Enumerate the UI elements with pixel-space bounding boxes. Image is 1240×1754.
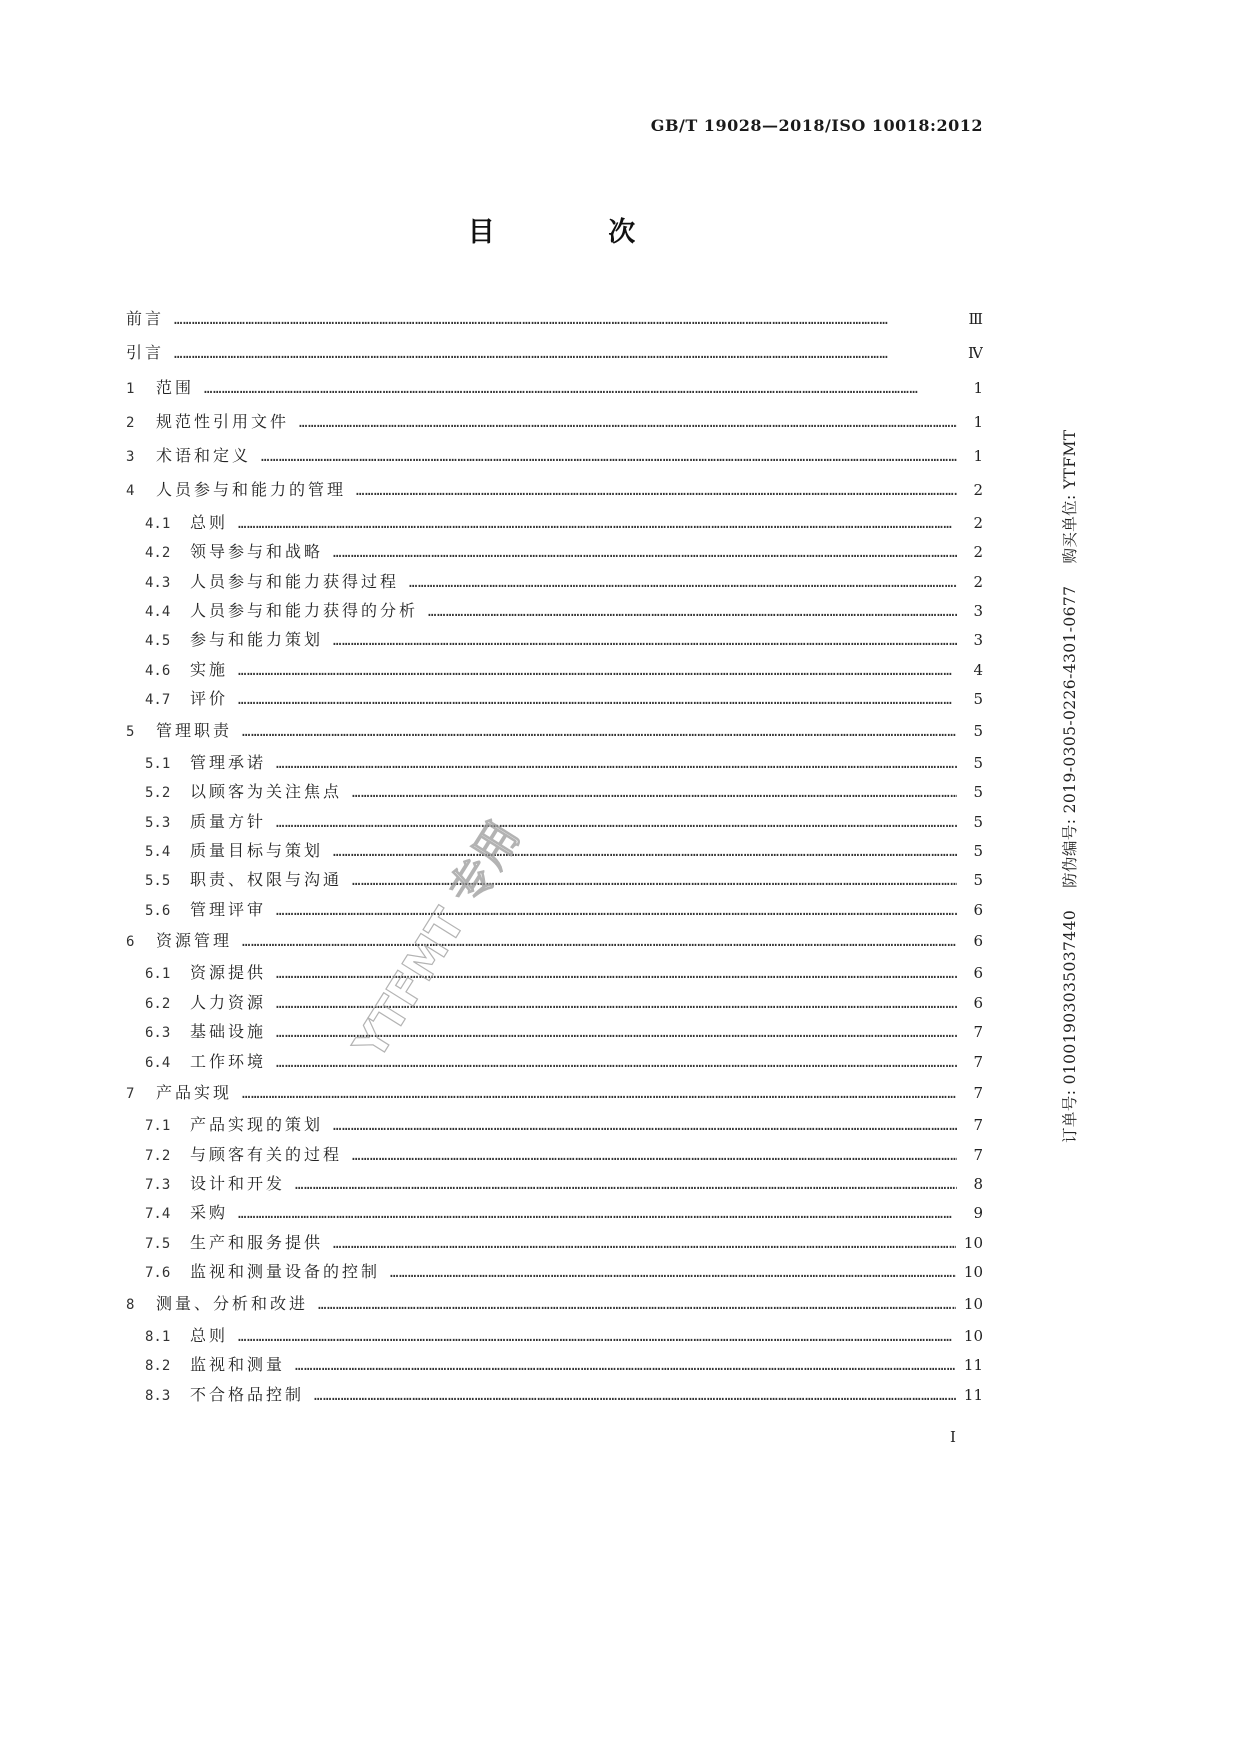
toc-entry-number: 4.5 — [145, 633, 171, 650]
toc-entry-title: 质量方针 — [190, 811, 267, 831]
toc-entry-number: 8.1 — [145, 1328, 171, 1345]
toc-entry-number: 4.4 — [145, 603, 171, 620]
toc-entry-page: 5 — [973, 721, 983, 740]
toc-entry-title: 领导参与和战略 — [190, 542, 324, 562]
toc-entry[interactable] — [126, 473, 983, 507]
toc-entry-page: 7 — [973, 1116, 983, 1135]
toc-entry-number: 1 — [126, 380, 135, 397]
toc-entry[interactable] — [126, 865, 983, 894]
dot-leader — [242, 715, 957, 748]
toc-entry-page: 2 — [973, 513, 983, 532]
dot-leader — [174, 337, 957, 370]
toc-entry-page: 8 — [973, 1175, 983, 1194]
toc-entry-number: 4.7 — [145, 692, 171, 709]
buyer-unit: 购买单位: YTFMT — [1061, 429, 1079, 564]
toc-entry[interactable] — [126, 1380, 983, 1409]
toc-entry-page: 5 — [973, 690, 983, 709]
toc-entry-page: 3 — [973, 631, 983, 650]
toc-entry[interactable] — [126, 1350, 983, 1379]
dot-leader — [261, 440, 957, 473]
anti-counterfeit-number: 防伪编号: 2019-0305-0226-4301-0677 — [1061, 585, 1079, 888]
toc-entry-page: 2 — [973, 543, 983, 562]
dot-leader — [295, 1352, 956, 1379]
dot-leader — [174, 303, 957, 336]
toc-entry-page: 6 — [973, 964, 983, 983]
toc-entry-page: 11 — [963, 1356, 983, 1375]
toc-entry-title: 实施 — [190, 659, 229, 679]
toc-entry-page: 3 — [973, 601, 983, 620]
toc-entry-number: 7.1 — [145, 1118, 171, 1135]
toc-entry-number: 5 — [126, 723, 135, 740]
dot-leader — [390, 1259, 956, 1286]
toc-entry-title: 职责、权限与沟通 — [190, 870, 343, 890]
toc-entry[interactable] — [126, 684, 983, 713]
toc-entry-number: 2 — [126, 414, 135, 431]
toc-entry[interactable] — [126, 1169, 983, 1198]
toc-entry-title: 人力资源 — [190, 992, 267, 1012]
dot-leader — [295, 1171, 957, 1198]
toc-entry-number: 4.3 — [145, 574, 171, 591]
toc-entry-number: 6.4 — [145, 1054, 171, 1071]
toc-entry[interactable] — [126, 1140, 983, 1169]
dot-leader — [276, 990, 957, 1017]
dot-leader — [242, 925, 957, 958]
toc-entry-page: 1 — [973, 447, 983, 466]
toc-entry[interactable] — [126, 1198, 983, 1227]
dot-leader — [242, 1077, 957, 1110]
toc-entry-page: 4 — [973, 660, 983, 679]
toc-entry-title: 前言 — [126, 309, 165, 328]
toc-entry-title: 管理承诺 — [190, 752, 267, 772]
toc-entry-title: 资源管理 — [156, 931, 233, 951]
toc-entry-number: 7.6 — [145, 1265, 171, 1282]
toc-entry-title: 规范性引用文件 — [156, 411, 290, 431]
watermark: YTFMT 专用 — [344, 812, 531, 1068]
toc-entry-page: 10 — [963, 1233, 983, 1252]
toc-entry[interactable] — [126, 1287, 983, 1321]
toc-entry-page: 5 — [973, 871, 983, 890]
toc-entry-number: 8 — [126, 1296, 135, 1313]
toc-entry-page: 11 — [963, 1385, 983, 1404]
toc-entry-number: 6.2 — [145, 995, 171, 1012]
toc-entry-number: 7.2 — [145, 1147, 171, 1164]
toc-entry-number: 4.1 — [145, 515, 171, 532]
toc-entry-number: 5.2 — [145, 785, 171, 802]
toc-entry-title: 评价 — [190, 689, 229, 709]
toc-entry-number: 3 — [126, 449, 135, 466]
toc-entry[interactable] — [126, 777, 983, 806]
toc-entry-title: 产品实现的策划 — [190, 1115, 324, 1135]
toc-entry-page: 5 — [973, 783, 983, 802]
toc-entry-page: 7 — [973, 1052, 983, 1071]
dot-leader — [276, 809, 957, 836]
dot-leader — [318, 1288, 956, 1321]
standard-code: GB/T 19028—2018/ISO 10018:2012 — [650, 116, 983, 135]
page-title: 目 次 — [467, 217, 688, 248]
toc-entry-title: 总则 — [190, 512, 229, 532]
toc-entry-number: 5.1 — [145, 755, 171, 772]
toc-entry-title: 管理评审 — [190, 899, 267, 919]
toc-entry-title: 参与和能力策划 — [190, 630, 324, 650]
dot-leader — [238, 657, 957, 684]
toc-entry-title: 质量目标与策划 — [190, 840, 324, 860]
dot-leader — [204, 372, 957, 405]
dot-leader — [333, 838, 957, 865]
toc-entry[interactable] — [126, 302, 983, 336]
toc-entry-number: 4.2 — [145, 545, 171, 562]
toc-entry[interactable] — [126, 439, 983, 473]
toc-entry-page: 5 — [973, 812, 983, 831]
toc-entry-page: 7 — [973, 1023, 983, 1042]
toc-entry[interactable] — [126, 1076, 983, 1110]
toc-entry[interactable] — [126, 958, 983, 987]
order-number: 订单号: 0100190303503744​0 — [1061, 909, 1079, 1143]
dot-leader — [352, 779, 957, 806]
toc-entry-page: 10 — [963, 1263, 983, 1282]
order-info-vertical-note — [1058, 429, 1080, 1143]
toc-entry-number: 8.3 — [145, 1387, 171, 1404]
toc-entry-page: 7 — [973, 1084, 983, 1103]
toc-entry[interactable] — [126, 895, 983, 924]
toc-entry-page: 1 — [973, 378, 983, 397]
toc-entry-title: 以顾客为关注焦点 — [190, 782, 343, 802]
toc-entry[interactable] — [126, 371, 983, 405]
toc-entry-title: 监视和测量设备的控制 — [190, 1262, 381, 1282]
dot-leader — [276, 960, 957, 987]
toc-entry-title: 采购 — [190, 1203, 229, 1223]
dot-leader — [314, 1382, 956, 1409]
dot-leader — [333, 1230, 956, 1257]
toc-entry[interactable] — [126, 1228, 983, 1257]
dot-leader — [299, 406, 957, 439]
toc-entry[interactable] — [126, 988, 983, 1017]
toc-entry[interactable] — [126, 508, 983, 537]
toc-entry[interactable] — [126, 567, 983, 596]
table-of-contents — [126, 302, 983, 1409]
dot-leader — [238, 1323, 956, 1350]
dot-leader — [238, 510, 957, 537]
toc-entry-title: 总则 — [190, 1325, 229, 1345]
toc-entry-number: 6.3 — [145, 1025, 171, 1042]
toc-entry-page: 5 — [973, 753, 983, 772]
toc-entry-number: 5.5 — [145, 873, 171, 890]
toc-entry-title: 管理职责 — [156, 720, 233, 740]
toc-entry-title: 人员参与和能力获得过程 — [190, 571, 400, 591]
toc-entry[interactable] — [126, 748, 983, 777]
toc-entry-page: 10 — [963, 1294, 983, 1313]
dot-leader — [333, 627, 957, 654]
toc-entry-page: 10 — [963, 1326, 983, 1345]
toc-entry-title: 产品实现 — [156, 1083, 233, 1103]
toc-entry-number: 5.6 — [145, 902, 171, 919]
toc-entry-number: 7.4 — [145, 1206, 171, 1223]
dot-leader — [238, 1200, 957, 1227]
toc-entry-title: 工作环境 — [190, 1051, 267, 1071]
toc-entry-number: 7.5 — [145, 1235, 171, 1252]
toc-entry[interactable] — [126, 1321, 983, 1350]
toc-entry-title: 不合格品控制 — [190, 1384, 305, 1404]
dot-leader — [333, 539, 957, 566]
toc-entry-title: 监视和测量 — [190, 1355, 286, 1375]
dot-leader — [276, 750, 957, 777]
toc-entry-title: 人员参与和能力获得的分析 — [190, 600, 419, 620]
dot-leader — [276, 897, 957, 924]
toc-entry-number: 6 — [126, 934, 135, 951]
toc-entry-page: Ⅳ — [968, 344, 983, 363]
toc-entry-page: Ⅲ — [968, 310, 983, 328]
toc-entry-number: 6.1 — [145, 966, 171, 983]
toc-entry-number: 7.3 — [145, 1177, 171, 1194]
toc-entry-number: 5.3 — [145, 814, 171, 831]
toc-entry[interactable] — [126, 1257, 983, 1286]
toc-entry[interactable] — [126, 1017, 983, 1046]
toc-entry-page: 7 — [973, 1145, 983, 1164]
toc-entry-title: 测量、分析和改进 — [156, 1293, 309, 1313]
toc-entry[interactable] — [126, 1110, 983, 1139]
toc-entry-page: 9 — [973, 1204, 983, 1223]
dot-leader — [356, 474, 957, 507]
toc-entry-number: 5.4 — [145, 843, 171, 860]
toc-entry-number: 8.2 — [145, 1358, 171, 1375]
toc-entry-page: 2 — [973, 481, 983, 500]
toc-entry[interactable] — [126, 336, 983, 370]
toc-entry[interactable] — [126, 537, 983, 566]
toc-entry-title: 生产和服务提供 — [190, 1232, 324, 1252]
dot-leader — [333, 1112, 957, 1139]
toc-entry-page: 1 — [973, 412, 983, 431]
dot-leader — [276, 1019, 957, 1046]
toc-entry-title: 资源提供 — [190, 963, 267, 983]
toc-entry-title: 基础设施 — [190, 1022, 267, 1042]
toc-entry-page: 6 — [973, 900, 983, 919]
toc-entry-page: 6 — [973, 932, 983, 951]
toc-entry[interactable] — [126, 924, 983, 958]
toc-entry-title: 范围 — [156, 377, 195, 397]
toc-entry-title: 引言 — [126, 343, 165, 363]
toc-entry[interactable] — [126, 714, 983, 748]
dot-leader — [352, 867, 957, 894]
toc-entry[interactable] — [126, 655, 983, 684]
toc-entry[interactable] — [126, 596, 983, 625]
toc-entry-number: 4.6 — [145, 662, 171, 679]
toc-entry[interactable] — [126, 807, 983, 836]
toc-entry-title: 人员参与和能力的管理 — [156, 480, 347, 500]
dot-leader — [428, 598, 957, 625]
toc-entry-title: 设计和开发 — [190, 1174, 286, 1194]
toc-entry[interactable] — [126, 405, 983, 439]
toc-entry[interactable] — [126, 625, 983, 654]
dot-leader — [352, 1142, 957, 1169]
toc-entry-page: 5 — [973, 841, 983, 860]
toc-entry-number: 7 — [126, 1086, 135, 1103]
toc-entry-title: 术语和定义 — [156, 446, 252, 466]
toc-entry[interactable] — [126, 1047, 983, 1076]
dot-leader — [238, 686, 957, 713]
toc-entry-page: 2 — [973, 572, 983, 591]
toc-entry[interactable] — [126, 836, 983, 865]
toc-entry-title: 与顾客有关的过程 — [190, 1144, 343, 1164]
dot-leader — [276, 1049, 957, 1076]
toc-entry-number: 4 — [126, 483, 135, 500]
toc-entry-page: 6 — [973, 993, 983, 1012]
dot-leader — [409, 569, 957, 596]
page-number: I — [950, 1428, 956, 1446]
